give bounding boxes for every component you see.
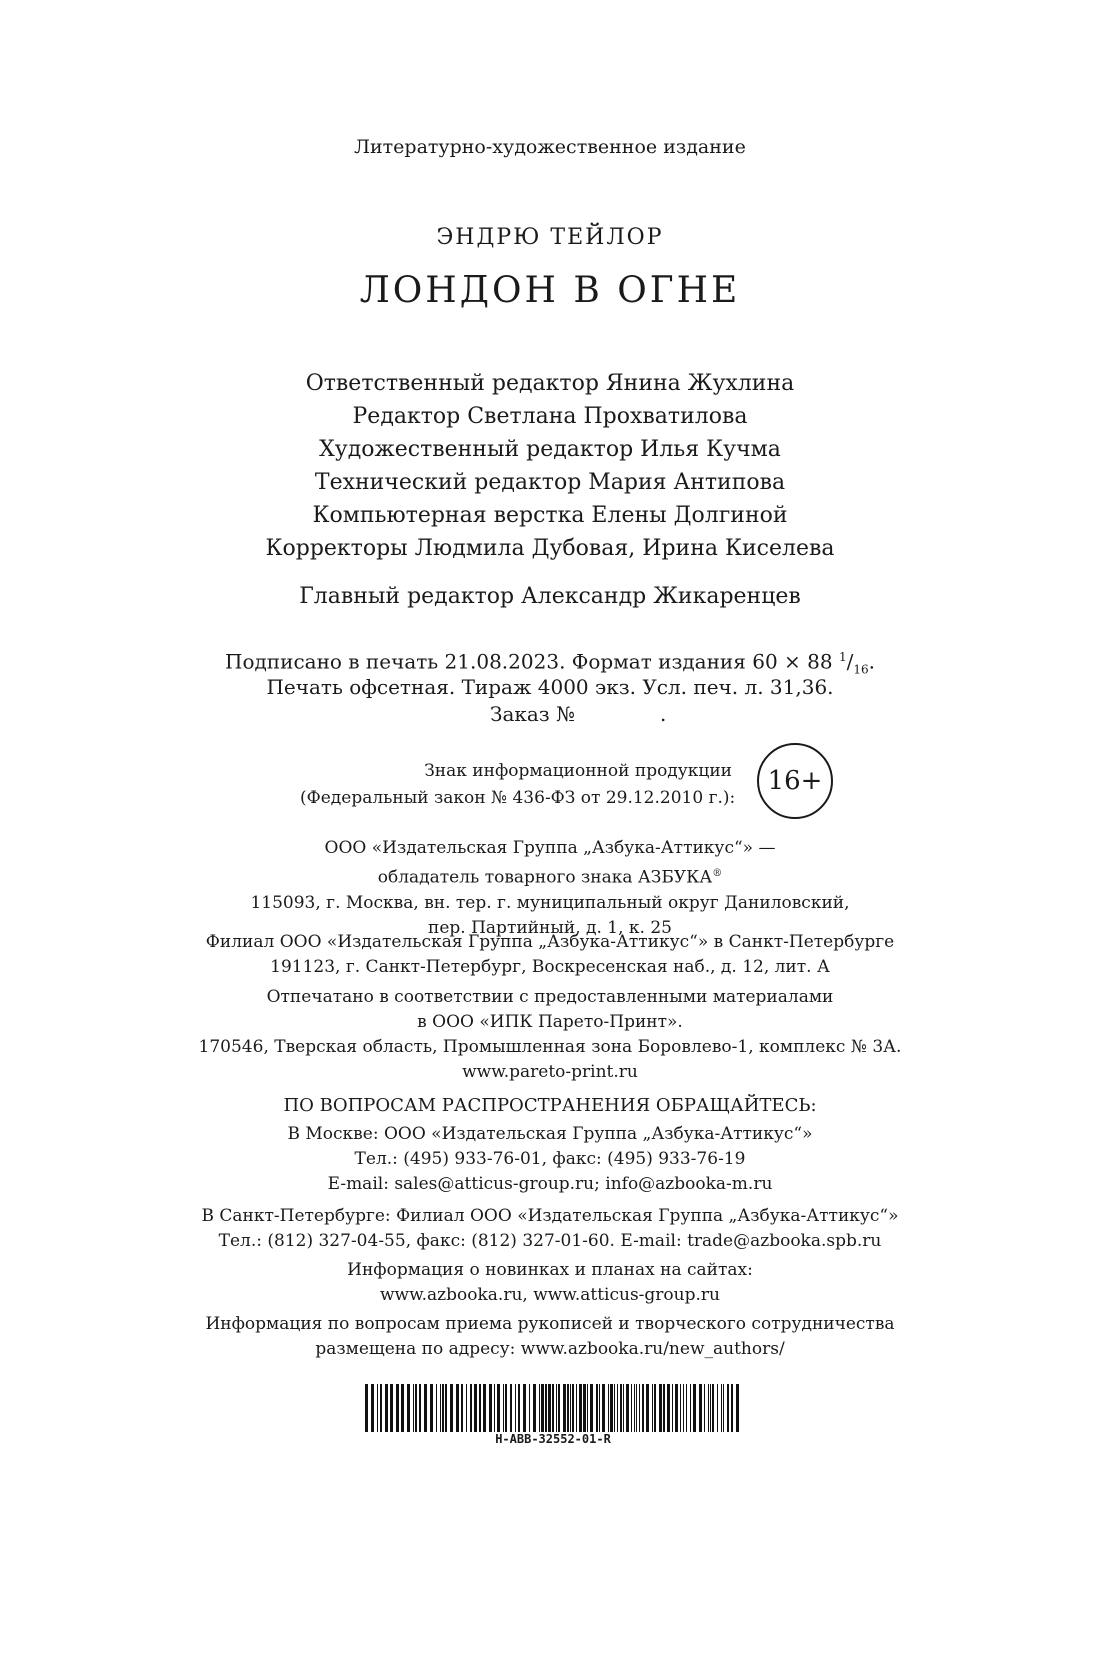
print-signed: Подписано в печать 21.08.2023. Формат издания 60 × 88 $^1/_{16}$. <box>225 649 875 677</box>
barcode-bar <box>545 1384 547 1432</box>
barcode-bar <box>731 1384 733 1432</box>
barcode-bar <box>390 1384 393 1432</box>
barcode-bar <box>413 1384 414 1432</box>
barcode-bar <box>371 1384 374 1432</box>
staff-line: Редактор Светлана Прохватилова <box>352 404 748 429</box>
format-numerator: 1 <box>838 650 847 664</box>
publisher-line: пер. Партийный, д. 1, к. 25 <box>428 917 672 938</box>
barcode-bar <box>583 1384 586 1432</box>
branch-line: 191123, г. Санкт-Петербург, Воскресенская наб., д. 12, лит. А <box>270 957 830 977</box>
news-line: Информация о новинках и планах на сайтах: <box>347 1260 753 1280</box>
publisher-line: 115093, г. Москва, вн. тер. г. муниципальный округ Даниловский, <box>250 892 850 913</box>
barcode-bar <box>483 1384 486 1432</box>
barcode-bar <box>631 1384 632 1432</box>
barcode-bar <box>639 1384 640 1432</box>
barcode-bar <box>539 1384 540 1432</box>
publisher-trademark-text: обладатель товарного знака АЗБУКА <box>377 867 713 888</box>
barcode-bar <box>614 1384 615 1432</box>
spb-line: Тел.: (812) 327-04-55, факс: (812) 327-01-60. E-mail: trade@azbooka.spb.ru <box>218 1231 882 1251</box>
barcode-bar <box>497 1384 500 1432</box>
barcode-bar <box>634 1384 635 1432</box>
barcode-bar <box>401 1384 404 1432</box>
staff-list <box>0 367 1100 565</box>
format-end: . <box>868 649 875 674</box>
age-mark-line: Знак информационной продукции <box>424 761 732 781</box>
barcode-bar <box>436 1384 437 1432</box>
barcode-bar <box>646 1384 649 1432</box>
barcode-bar <box>563 1384 566 1432</box>
news-line: www.azbooka.ru, www.atticus-group.ru <box>380 1285 720 1305</box>
staff-line: Компьютерная верстка Елены Долгиной <box>312 503 788 528</box>
barcode-bar <box>712 1384 714 1432</box>
barcode-bar <box>602 1384 605 1432</box>
barcode-bar <box>494 1384 495 1432</box>
manuscripts-line: размещена по адресу: www.azbooka.ru/new_authors/ <box>315 1339 785 1359</box>
barcode-bar <box>683 1384 684 1432</box>
barcode-bar <box>675 1384 678 1432</box>
barcode-bar <box>617 1384 618 1432</box>
barcode-bar <box>548 1384 551 1432</box>
barcode-bar <box>556 1384 557 1432</box>
author-name: ЭНДРЮ ТЕЙЛОР <box>436 225 664 250</box>
printer-block <box>0 985 1100 1085</box>
barcode-bar <box>541 1384 544 1432</box>
age-rating-badge: 16+ <box>757 743 833 819</box>
publisher-line: ООО «Издательская Группа „Азбука-Аттикус“» — <box>324 838 776 858</box>
barcode-bar <box>654 1384 656 1432</box>
registered-mark: ® <box>712 868 723 879</box>
print-signed-text: Подписано в печать 21.08.2023. Формат издания 60 × 88 <box>225 649 839 674</box>
barcode-bar <box>489 1384 492 1432</box>
barcode-bar <box>652 1384 653 1432</box>
staff-line: Технический редактор Мария Антипова <box>314 470 786 495</box>
staff-line: Ответственный редактор Янина Жухлина <box>305 371 795 396</box>
order-number-label: Заказ № <box>490 702 575 726</box>
barcode-bar <box>424 1384 427 1432</box>
barcode-bar <box>704 1384 705 1432</box>
barcode-bar <box>470 1384 472 1432</box>
printer-line: в ООО «ИПК Парето-Принт». <box>417 1012 683 1032</box>
moscow-contacts <box>0 1122 1100 1197</box>
barcode-bar <box>415 1384 417 1432</box>
barcode-bar <box>450 1384 453 1432</box>
barcode-bar <box>505 1384 507 1432</box>
barcode-bar <box>396 1384 399 1432</box>
barcode-bar <box>636 1384 637 1432</box>
barcode-bar <box>590 1384 593 1432</box>
staff-line: Корректоры Людмила Дубовая, Ирина Киселева <box>265 536 835 561</box>
barcode-bar <box>599 1384 600 1432</box>
branch-block <box>0 930 1100 980</box>
barcode-bar <box>717 1384 718 1432</box>
barcode-bar <box>479 1384 481 1432</box>
printer-line: www.pareto-print.ru <box>462 1062 638 1082</box>
news-info <box>0 1258 1100 1308</box>
barcode-bar <box>445 1384 447 1432</box>
barcode-bar <box>533 1384 536 1432</box>
barcode-bar <box>407 1384 410 1432</box>
barcode-bar <box>503 1384 504 1432</box>
age-mark-law: (Федеральный закон № 436-ФЗ от 29.12.2010 г.): <box>300 788 736 808</box>
barcode-bar <box>686 1384 687 1432</box>
moscow-line: Тел.: (495) 933-76-01, факс: (495) 933-76-19 <box>354 1149 746 1169</box>
publisher-trademark-line <box>0 861 1100 891</box>
barcode-caption: H-ABB-32552-01-R <box>495 1432 611 1446</box>
age-mark-text <box>300 758 736 812</box>
barcode-bar <box>736 1384 739 1432</box>
barcode-bar <box>699 1384 702 1432</box>
moscow-line: E-mail: sales@atticus-group.ru; info@azbooka-m.ru <box>327 1174 773 1194</box>
publisher-block <box>0 836 1100 941</box>
barcode-bar <box>515 1384 516 1432</box>
barcode-bar <box>385 1384 388 1432</box>
barcode-bar <box>723 1384 724 1432</box>
barcode-bar <box>419 1384 421 1432</box>
barcode-bar <box>610 1384 613 1432</box>
barcode-bar <box>587 1384 588 1432</box>
barcode-bar <box>365 1384 368 1432</box>
printer-line: Отпечатано в соответствии с предоставленными материалами <box>266 987 834 1007</box>
spb-line: В Санкт-Петербурге: Филиал ООО «Издательская Группа „Азбука-Аттикус“» <box>201 1206 899 1226</box>
barcode-bar <box>466 1384 467 1432</box>
barcode-bar <box>567 1384 569 1432</box>
branch-line: Филиал ООО «Издательская Группа „Азбука-Аттикус“» в Санкт-Петербурге <box>205 932 895 952</box>
barcode-bar <box>380 1384 382 1432</box>
staff-line: Художественный редактор Илья Кучма <box>319 437 781 462</box>
barcode-image <box>365 1384 741 1432</box>
barcode-bar <box>608 1384 609 1432</box>
barcode-bar <box>708 1384 709 1432</box>
barcode-bar <box>690 1384 691 1432</box>
barcode-bar <box>596 1384 598 1432</box>
barcode-bar <box>552 1384 554 1432</box>
barcode-bar <box>710 1384 711 1432</box>
barcode-bar <box>529 1384 530 1432</box>
barcode-bar <box>623 1384 624 1432</box>
moscow-line: В Москве: ООО «Издательская Группа „Азбука-Аттикус“» <box>287 1124 813 1144</box>
chief-editor: Главный редактор Александр Жикаренцев <box>299 584 801 609</box>
distribution-heading: ПО ВОПРОСАМ РАСПРОСТРАНЕНИЯ ОБРАЩАЙТЕСЬ: <box>283 1095 817 1116</box>
barcode-bar <box>474 1384 477 1432</box>
edition-type: Литературно-художественное издание <box>354 136 746 158</box>
print-details: Печать офсетная. Тираж 4000 экз. Усл. печ. л. 31,36. <box>266 675 834 699</box>
spb-contacts <box>0 1204 1100 1254</box>
barcode-bar <box>430 1384 433 1432</box>
format-denominator: 16 <box>853 662 869 677</box>
barcode-bar <box>456 1384 459 1432</box>
barcode-bar <box>680 1384 681 1432</box>
book-title: ЛОНДОН В ОГНЕ <box>359 270 741 311</box>
barcode-bar <box>572 1384 574 1432</box>
barcode-bar <box>727 1384 729 1432</box>
barcode-bar <box>440 1384 441 1432</box>
barcode-bar <box>721 1384 722 1432</box>
barcode-bar <box>626 1384 629 1432</box>
barcode-bar <box>510 1384 512 1432</box>
manuscripts-line: Информация по вопросам приема рукописей и творческого сотрудничества <box>205 1314 895 1334</box>
barcode-bar <box>518 1384 520 1432</box>
barcode-bar <box>570 1384 571 1432</box>
barcode-bar <box>642 1384 644 1432</box>
barcode-bar <box>558 1384 560 1432</box>
barcode-bar <box>620 1384 622 1432</box>
barcode-bar <box>672 1384 673 1432</box>
barcode-bar <box>667 1384 670 1432</box>
manuscripts-info <box>0 1312 1100 1362</box>
barcode-bar <box>576 1384 577 1432</box>
order-number-end: . <box>660 702 667 726</box>
barcode-bar <box>663 1384 665 1432</box>
barcode-bar <box>461 1384 463 1432</box>
barcode-bar <box>693 1384 696 1432</box>
barcode-bar <box>659 1384 662 1432</box>
barcode-bar <box>523 1384 526 1432</box>
barcode-bar <box>377 1384 378 1432</box>
barcode-bar <box>579 1384 582 1432</box>
printer-line: 170546, Тверская область, Промышленная зона Боровлево-1, комплекс № 3А. <box>198 1037 902 1057</box>
barcode-bar <box>442 1384 444 1432</box>
